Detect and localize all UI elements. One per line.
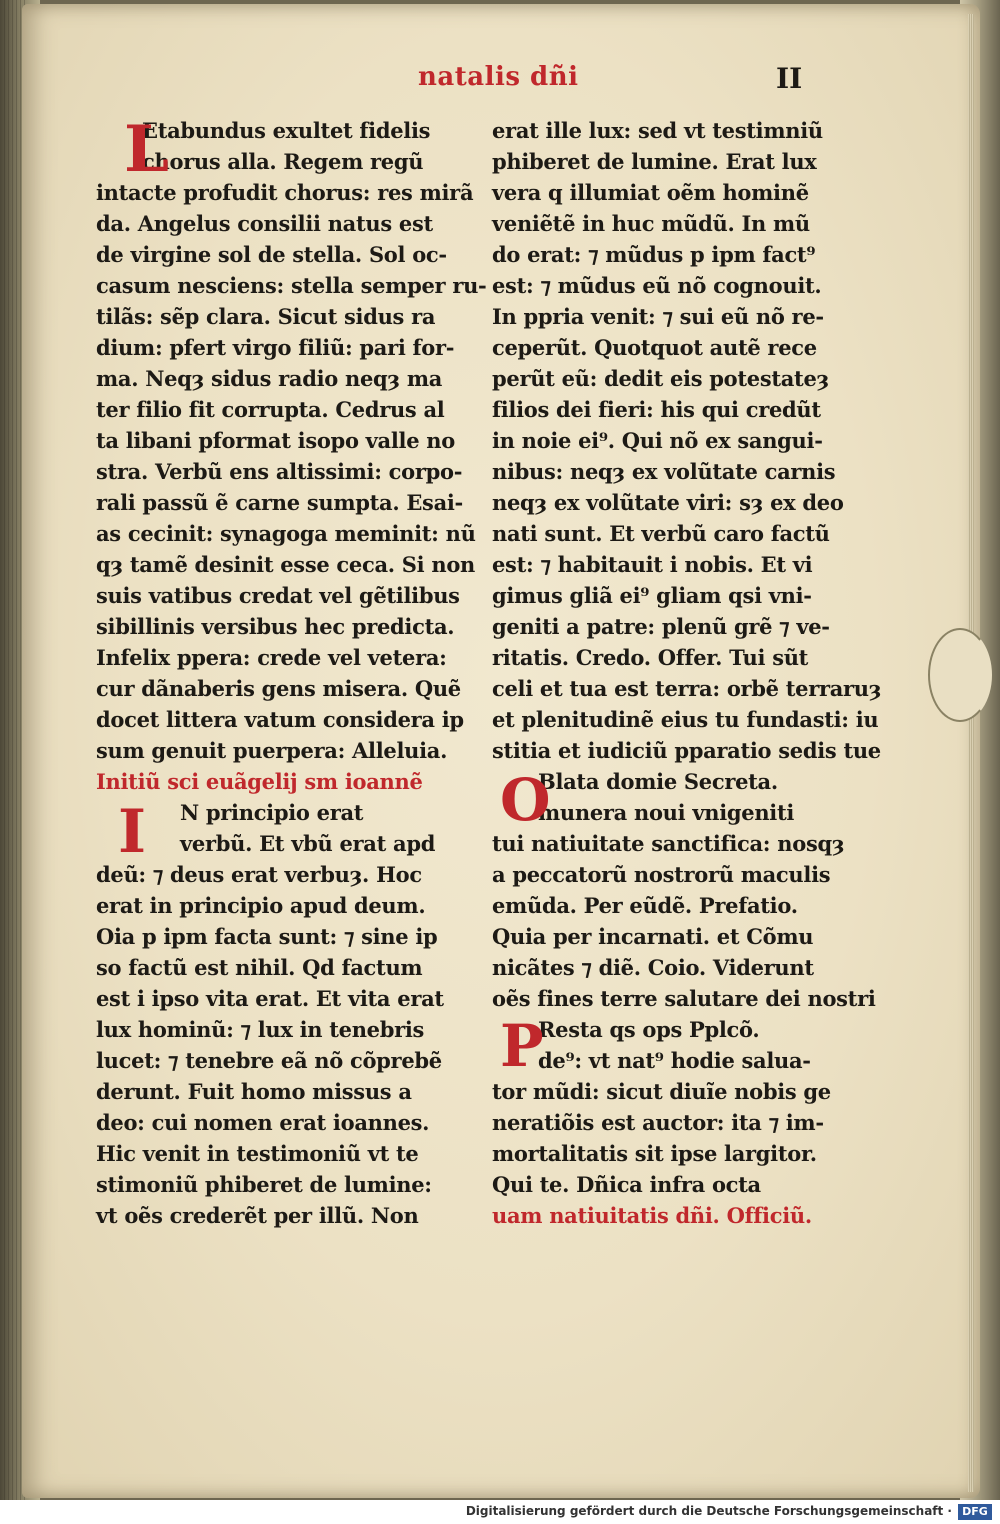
text-line: stimoniũ phiberet de lumine: xyxy=(96,1172,432,1197)
text-line: Resta qs ops Pplcõ. xyxy=(538,1017,760,1042)
text-line: nibus: neqȝ ex volũtate carnis xyxy=(492,459,836,484)
rubric-heading: uam natiuitatis dñi. Officiũ. xyxy=(492,1203,812,1228)
text-line: Quia per incarnati. et Cõmu xyxy=(492,924,814,949)
text-line: Etabundus exultet fidelis xyxy=(142,118,431,143)
text-line: celi et tua est terra: orbẽ terraruȝ xyxy=(492,676,882,701)
text-line: de virgine sol de stella. Sol oc- xyxy=(96,242,447,267)
folio-number: II xyxy=(776,62,803,95)
text-line: ceperũt. Quotquot autẽ rece xyxy=(492,335,817,360)
digitization-footer xyxy=(0,1500,1000,1524)
text-line: docet littera vatum considera ip xyxy=(96,707,464,732)
text-line: Hic venit in testimoniũ vt te xyxy=(96,1141,419,1166)
text-line: emũda. Per eũdẽ. Prefatio. xyxy=(492,893,798,918)
text-line: tilãs: sẽp clara. Sicut sidus ra xyxy=(96,304,436,329)
text-line: ma. Neqȝ sidus radio neqȝ ma xyxy=(96,366,443,391)
text-line: lux hominũ: ⁊ lux in tenebris xyxy=(96,1017,425,1042)
text-line: a peccatorũ nostrorũ maculis xyxy=(492,862,831,887)
text-line: In ppria venit: ⁊ sui eũ nõ re- xyxy=(492,304,824,329)
text-line: sum genuit puerpera: Alleluia. xyxy=(96,738,448,763)
text-line: vera q illumiat oẽm hominẽ xyxy=(492,180,809,205)
text-line: do erat: ⁊ mũdus p ipm fact⁹ xyxy=(492,242,816,267)
text-line: deũ: ⁊ deus erat verbuȝ. Hoc xyxy=(96,862,422,887)
text-line: deo: cui nomen erat ioannes. xyxy=(96,1110,430,1135)
text-line: chorus alla. Regem regũ xyxy=(142,149,424,174)
text-line: munera noui vnigeniti xyxy=(538,800,795,825)
text-line: N principio erat xyxy=(180,800,364,825)
dfg-logo[interactable]: DFG xyxy=(958,1504,992,1520)
text-line: tui natiuitate sanctifica: nosqȝ xyxy=(492,831,845,856)
text-line: casum nesciens: stella semper ru- xyxy=(96,273,487,298)
text-line: Blata domie Secreta. xyxy=(538,769,778,794)
text-line: de⁹: vt nat⁹ hodie salua- xyxy=(538,1048,811,1073)
text-line: stitia et iudiciũ pparatio sedis tue xyxy=(492,738,881,763)
text-line: geniti a patre: plenũ grẽ ⁊ ve- xyxy=(492,614,830,639)
text-line: oẽs fines terre salutare dei nostri xyxy=(492,986,876,1011)
initial-I: I xyxy=(118,797,147,867)
text-line: gimus gliã ei⁹ gliam qsi vni- xyxy=(492,583,812,608)
text-line: tor mũdi: sicut diuĩe nobis ge xyxy=(492,1079,831,1104)
text-line: ta libani pformat isopo valle no xyxy=(96,428,455,453)
running-head: natalis dñi xyxy=(418,62,579,92)
page-tab-marker xyxy=(928,628,992,722)
text-line: filios dei fieri: his qui credũt xyxy=(492,397,821,422)
text-line: nicãtes ⁊ diẽ. Coio. Viderunt xyxy=(492,955,814,980)
text-line: intacte profudit chorus: res mirã xyxy=(96,180,474,205)
text-line: so factũ est nihil. Qd factum xyxy=(96,955,423,980)
text-line: rali passũ ẽ carne sumpta. Esai- xyxy=(96,490,463,515)
text-line: neratiõis est auctor: ita ⁊ im- xyxy=(492,1110,824,1135)
text-line: cur dãnaberis gens misera. Quẽ xyxy=(96,676,461,701)
initial-P: P xyxy=(500,1012,544,1080)
text-line: est i ipso vita erat. Et vita erat xyxy=(96,986,444,1011)
text-line: in noie ei⁹. Qui nõ ex sangui- xyxy=(492,428,823,453)
text-line: verbũ. Et vbũ erat apd xyxy=(180,831,436,856)
text-line: erat in principio apud deum. xyxy=(96,893,426,918)
rubric-heading: Initiũ sci euãgelij sm ioannẽ xyxy=(96,769,423,794)
text-line: ritatis. Credo. Offer. Tui sũt xyxy=(492,645,809,670)
text-line: vt oẽs crederẽt per illũ. Non xyxy=(96,1203,419,1228)
initial-L: L xyxy=(124,112,169,187)
text-line: perũt eũ: dedit eis potestateȝ xyxy=(492,366,829,391)
text-column-left xyxy=(96,112,487,1234)
text-line: nati sunt. Et verbũ caro factũ xyxy=(492,521,830,546)
text-line: stra. Verbũ ens altissimi: corpo- xyxy=(96,459,463,484)
text-line: Infelix ppera: crede vel vetera: xyxy=(96,645,447,670)
text-line: sibillinis versibus hec predicta. xyxy=(96,614,455,639)
footer-credit: Digitalisierung gefördert durch die Deutsche Forschungsgemeinschaft · xyxy=(465,1504,952,1518)
page-fore-edge xyxy=(968,14,974,1492)
text-line: da. Angelus consilii natus est xyxy=(96,211,433,236)
text-line: phiberet de lumine. Erat lux xyxy=(492,149,817,174)
text-line: ter filio fit corrupta. Cedrus al xyxy=(96,397,445,422)
text-line: lucet: ⁊ tenebre eã nõ cõprebẽ xyxy=(96,1048,442,1073)
text-line: qȝ tamẽ desinit esse ceca. Si non xyxy=(96,552,475,577)
text-column-right xyxy=(492,118,882,1234)
text-line: Qui te. Dñica infra octa xyxy=(492,1172,761,1197)
text-line: neqȝ ex volũtate viri: sȝ ex deo xyxy=(492,490,844,515)
text-line: mortalitatis sit ipse largitor. xyxy=(492,1141,817,1166)
text-line: as cecinit: synagoga meminit: nũ xyxy=(96,521,476,546)
text-line: dium: pfert virgo filiũ: pari for- xyxy=(96,335,455,360)
initial-O: O xyxy=(500,766,551,834)
text-line: est: ⁊ habitauit i nobis. Et vi xyxy=(492,552,813,577)
text-line: et plenitudinẽ eius tu fundasti: iu xyxy=(492,707,879,732)
text-line: est: ⁊ mũdus eũ nõ cognouit. xyxy=(492,273,822,298)
text-line: veniẽtẽ in huc mũdũ. In mũ xyxy=(492,211,810,236)
text-line: Oia p ipm facta sunt: ⁊ sine ip xyxy=(96,924,438,949)
text-line: erat ille lux: sed vt testimniũ xyxy=(492,118,823,143)
text-line: suis vatibus credat vel gẽtilibus xyxy=(96,583,460,608)
text-line: derunt. Fuit homo missus a xyxy=(96,1079,412,1104)
